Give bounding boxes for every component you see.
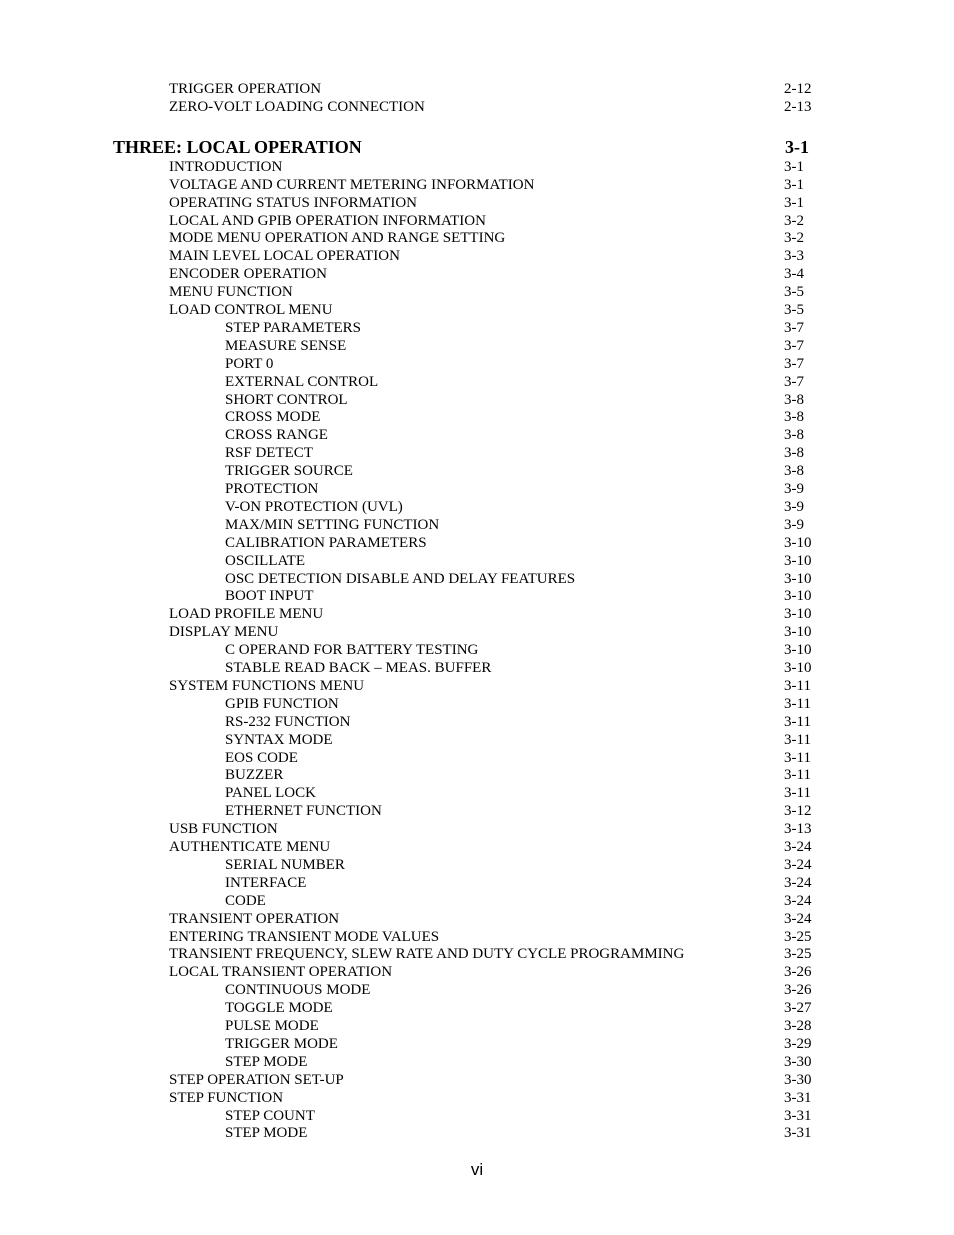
- toc-entry-title: CROSS MODE: [225, 409, 321, 426]
- toc-entry-title: MAX/MIN SETTING FUNCTION: [225, 516, 440, 533]
- toc-entry-page: 3-10: [784, 624, 812, 641]
- toc-entry-page: 3-12: [784, 803, 812, 820]
- toc-entry-title: LOAD CONTROL MENU: [169, 302, 333, 318]
- toc-entry-title: STEP PARAMETERS: [225, 319, 362, 336]
- toc-entry-page: 3-24: [784, 839, 812, 855]
- toc-entry-page: 3-5: [784, 284, 804, 301]
- toc-entry-page: 3-1: [785, 136, 809, 157]
- toc-entry-title: STEP OPERATION SET-UP: [169, 1071, 344, 1088]
- toc-entry-page: 3-1: [784, 194, 804, 211]
- toc-entry-page: 3-31: [784, 1125, 812, 1142]
- toc-entry-title: MENU FUNCTION: [169, 284, 293, 301]
- toc-entry-page: 3-11: [784, 713, 811, 730]
- toc-entry-page: 3-7: [784, 337, 804, 354]
- toc-entry-page: 3-11: [784, 785, 811, 802]
- toc-entry-page: 3-7: [784, 355, 804, 372]
- toc-entry-page: 3-30: [784, 1071, 812, 1088]
- toc-entry-title: PANEL LOCK: [225, 785, 316, 802]
- toc-entry-title: TRIGGER OPERATION: [169, 81, 322, 97]
- toc-entry-page: 3-10: [784, 552, 812, 569]
- toc-entry-page: 3-10: [784, 534, 812, 551]
- toc-entry-title: CROSS RANGE: [225, 427, 328, 444]
- toc-entry-page: 3-31: [784, 1089, 812, 1106]
- toc-entry-title: MAIN LEVEL LOCAL OPERATION: [169, 248, 400, 265]
- toc-entry-title: TRIGGER SOURCE: [225, 463, 353, 480]
- toc-entry-title: PROTECTION: [225, 481, 319, 497]
- toc-entry-page: 3-26: [784, 982, 812, 999]
- toc-entry-page: 3-26: [784, 964, 812, 981]
- toc-entry-page: 3-8: [784, 409, 804, 426]
- toc-entry-page: 3-10: [784, 588, 812, 605]
- toc-entry-page: 3-3: [784, 248, 804, 265]
- toc-entry-title: THREE: LOCAL OPERATION: [113, 136, 362, 157]
- toc-entry-title: V-ON PROTECTION (UVL): [225, 498, 403, 515]
- toc-entry-title: CODE: [225, 892, 266, 909]
- toc-entry-page: 2-12: [784, 81, 812, 97]
- toc-entry-page: 3-7: [784, 373, 804, 390]
- toc-entry-title: CONTINUOUS MODE: [225, 982, 371, 999]
- toc-entry-title: GPIB FUNCTION: [225, 695, 339, 712]
- toc-entry-title: DISPLAY MENU: [169, 624, 279, 641]
- toc-entry-title: OSCILLATE: [225, 552, 305, 569]
- toc-entry-title: TOGGLE MODE: [225, 1000, 333, 1017]
- toc-entry-title: BOOT INPUT: [225, 588, 314, 605]
- toc-entry-title: INTERFACE: [225, 874, 307, 891]
- toc-entry-page: 3-30: [784, 1053, 812, 1070]
- toc-entry-page: 3-24: [784, 874, 812, 891]
- toc-entry-title: VOLTAGE AND CURRENT METERING INFORMATION: [169, 176, 535, 193]
- toc-entry-title: TRANSIENT OPERATION: [169, 910, 340, 927]
- toc-entry-page: 3-9: [784, 516, 804, 533]
- toc-entry-title: RSF DETECT: [225, 445, 313, 462]
- page-number: vi: [470, 1160, 484, 1179]
- toc-entry-page: 3-2: [784, 212, 804, 229]
- toc-entry-page: 3-1: [784, 176, 804, 193]
- toc-entry-title: ZERO-VOLT LOADING CONNECTION: [169, 98, 425, 115]
- toc-entry-page: 3-10: [784, 660, 812, 676]
- toc-entry-title: LOAD PROFILE MENU: [169, 606, 324, 623]
- toc-entry-title: ETHERNET FUNCTION: [225, 803, 382, 820]
- toc-entry-title: C OPERAND FOR BATTERY TESTING: [225, 642, 479, 659]
- toc-entry-title: SYNTAX MODE: [225, 731, 333, 748]
- toc-entry-page: 3-27: [784, 1000, 812, 1017]
- toc-entry-page: 2-13: [784, 98, 812, 115]
- toc-entry-page: 3-11: [784, 767, 811, 784]
- toc-entry-page: 3-25: [784, 928, 812, 945]
- toc-entry-page: 3-10: [784, 606, 812, 623]
- toc-entry-title: STEP FUNCTION: [169, 1089, 284, 1106]
- toc-entry-title: STEP COUNT: [225, 1107, 315, 1124]
- toc-entry-page: 3-25: [784, 946, 812, 963]
- toc-entry-title: RS-232 FUNCTION: [225, 713, 351, 730]
- toc-entry-page: 3-24: [784, 892, 812, 909]
- toc-entry-title: INTRODUCTION: [169, 158, 283, 175]
- toc-entry-page: 3-29: [784, 1035, 812, 1052]
- toc-entry-page: 3-11: [784, 731, 811, 748]
- toc-entry-title: ENCODER OPERATION: [169, 266, 327, 283]
- toc-entry-page: 3-7: [784, 319, 804, 336]
- toc-entry-title: MODE MENU OPERATION AND RANGE SETTING: [169, 230, 506, 247]
- toc-entry-page: 3-8: [784, 463, 804, 480]
- toc-entry-title: EXTERNAL CONTROL: [225, 373, 379, 390]
- toc-entry-title: USB FUNCTION: [169, 821, 278, 838]
- toc-entry-title: TRANSIENT FREQUENCY, SLEW RATE AND DUTY CYCLE PROGRAMMING: [169, 946, 685, 963]
- toc-entry-title: TRIGGER MODE: [225, 1035, 338, 1052]
- toc-entry-title: ENTERING TRANSIENT MODE VALUES: [169, 928, 440, 945]
- toc-entry-title: LOCAL TRANSIENT OPERATION: [169, 964, 393, 981]
- toc-entry-title: BUZZER: [225, 767, 284, 784]
- toc-entry-title: SHORT CONTROL: [225, 391, 348, 408]
- toc-entry-page: 3-9: [784, 481, 804, 497]
- toc-entry-page: 3-8: [784, 445, 804, 462]
- toc-entry-page: 3-24: [784, 856, 812, 873]
- toc-entry-title: STEP MODE: [225, 1053, 308, 1070]
- toc-entry-page: 3-8: [784, 391, 804, 408]
- toc-entry-title: AUTHENTICATE MENU: [169, 839, 331, 855]
- toc-entry-title: PORT 0: [225, 355, 274, 372]
- toc-entry-title: PULSE MODE: [225, 1018, 319, 1034]
- toc-entry-title: OSC DETECTION DISABLE AND DELAY FEATURES: [225, 570, 576, 587]
- toc-entry-title: CALIBRATION PARAMETERS: [225, 534, 427, 551]
- toc-entry-page: 3-10: [784, 570, 812, 587]
- toc-entry-page: 3-4: [784, 266, 804, 283]
- toc-entry-title: OPERATING STATUS INFORMATION: [169, 194, 417, 211]
- toc-entry-title: EOS CODE: [225, 749, 298, 766]
- toc-entry-page: 3-11: [784, 749, 811, 766]
- toc-entry-page: 3-8: [784, 427, 804, 444]
- toc-entry-page: 3-31: [784, 1107, 812, 1124]
- toc-entry-title: MEASURE SENSE: [225, 337, 347, 354]
- toc-entry-title: STABLE READ BACK – MEAS. BUFFER: [225, 660, 492, 676]
- toc-entry-page: 3-10: [784, 642, 812, 659]
- toc-entry-page: 3-5: [784, 302, 804, 318]
- toc-entry-page: 3-11: [784, 677, 811, 694]
- toc-entry-page: 3-24: [784, 910, 812, 927]
- toc-entry-page: 3-28: [784, 1018, 812, 1034]
- toc-entry-title: LOCAL AND GPIB OPERATION INFORMATION: [169, 212, 486, 229]
- toc-entry-title: STEP MODE: [225, 1125, 308, 1142]
- toc-entry-title: SERIAL NUMBER: [225, 856, 345, 873]
- toc-entry-page: 3-11: [784, 695, 811, 712]
- toc-entry-page: 3-13: [784, 821, 812, 838]
- toc-entry-page: 3-9: [784, 498, 804, 515]
- toc-entry-page: 3-1: [784, 158, 804, 175]
- toc-entry-page: 3-2: [784, 230, 804, 247]
- toc-entry-title: SYSTEM FUNCTIONS MENU: [169, 677, 365, 694]
